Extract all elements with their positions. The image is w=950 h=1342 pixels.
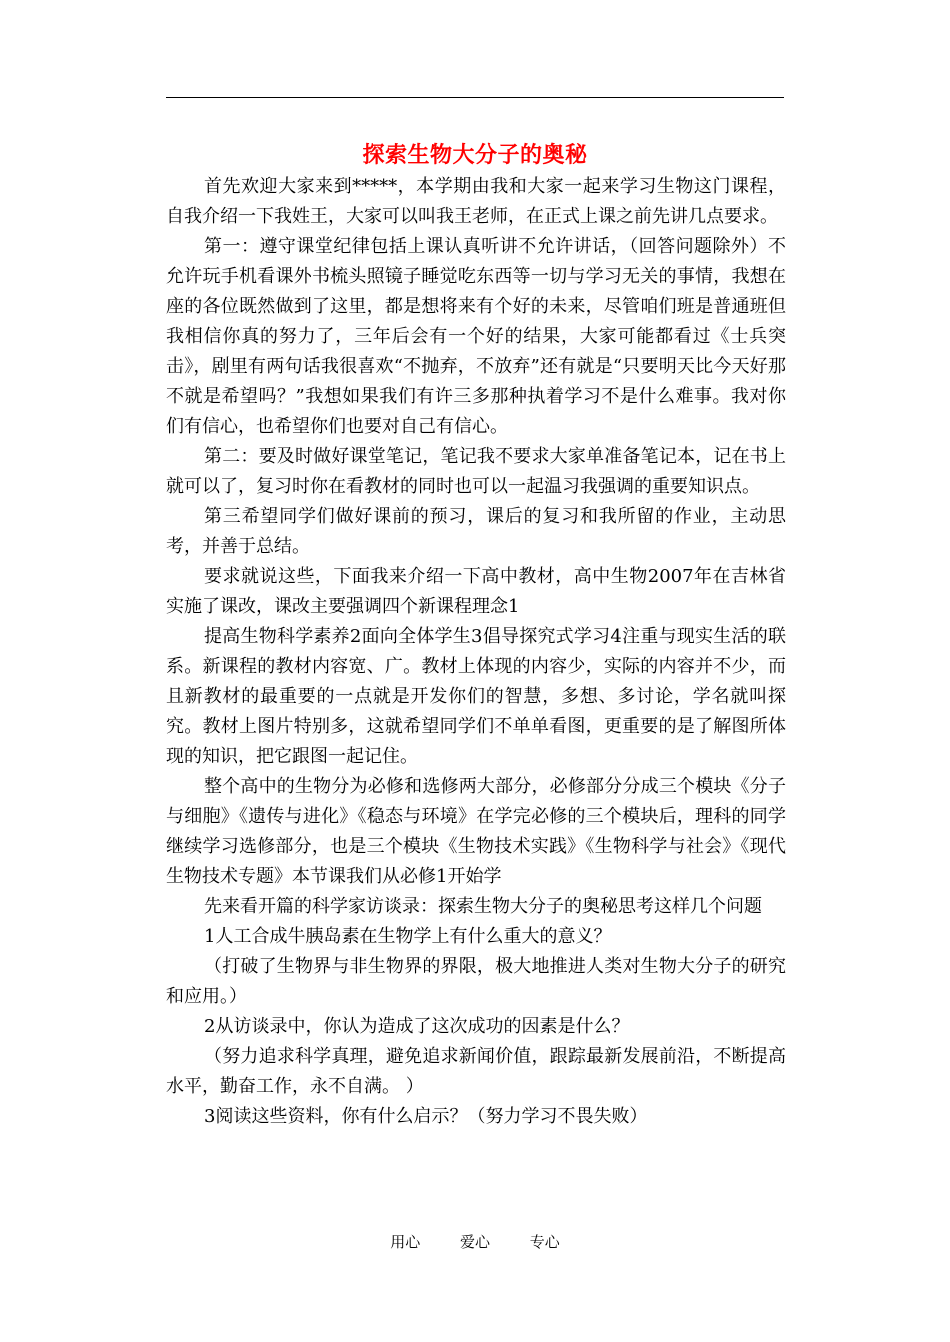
- paragraph-interview-intro: 先来看开篇的科学家访谈录：探索生物大分子的奥秘思考这样几个问题: [204, 896, 762, 917]
- header-rule: [166, 97, 784, 98]
- page-footer: 用心 爱心 专心: [390, 1233, 560, 1251]
- question-3: 3阅读这些资料，你有什么启示？（努力学习不畏失败）: [204, 1106, 648, 1127]
- paragraph-textbook-intro: 要求就说这些，下面我来介绍一下高中教材，高中生物2007年在吉林省实施了课改，课改主要强调四个新课程理念1: [166, 566, 786, 617]
- answer-1: （打破了生物界与非生物界的界限，极大地推进人类对生物大分子的研究和应用。）: [166, 956, 786, 1007]
- document-body: [166, 172, 786, 1132]
- paragraph-intro: 首先欢迎大家来到*****，本学期由我和大家一起来学习生物这门课程，自我介绍一下我姓王，大家可以叫我王老师，在正式上课之前先讲几点要求。: [166, 176, 786, 227]
- paragraph-rule-3: 第三希望同学们做好课前的预习，课后的复习和我所留的作业，主动思考，并善于总结。: [166, 506, 786, 557]
- answer-2: （努力追求科学真理，避免追求新闻价值，跟踪最新发展前沿，不断提高水平，勤奋工作，永不自满。 ）: [166, 1046, 786, 1097]
- paragraph-modules: 整个高中的生物分为必修和选修两大部分，必修部分分成三个模块《分子与细胞》《遗传与进化》《稳态与环境》在学完必修的三个模块后，理科的同学继续学习选修部分，也是三个模块《生物技术实践》《生物科学与社会》《现代生物技术专题》本节课我们从必修1开始学: [166, 776, 786, 887]
- question-1: 1人工合成牛胰岛素在生物学上有什么重大的意义？: [204, 926, 612, 947]
- question-2: 2从访谈录中，你认为造成了这次成功的因素是什么？: [204, 1016, 630, 1037]
- paragraph-rule-1: 第一：遵守课堂纪律包括上课认真听讲不允许讲话，（回答问题除外）不允许玩手机看课外书梳头照镜子睡觉吃东西等一切与学习无关的事情，我想在座的各位既然做到了这里，都是想将来有个好的未来，尽管咱们班是普通班但我相信你真的努力了，三年后会有一个好的结果，大家可能都看过《士兵突击》，剧里有两句话我很喜欢“不抛弃，不放弃”还有就是“只要明天比今天好那不就是希望吗？”我想如果我们有许三多那种执着学习不是什么难事。我对你们有信心，也希望你们也要对自己有信心。: [166, 236, 786, 437]
- document-title: 探索生物大分子的奥秘: [362, 142, 588, 168]
- paragraph-rule-2: 第二：要及时做好课堂笔记，笔记我不要求大家单准备笔记本，记在书上就可以了，复习时你在看教材的同时也可以一起温习我强调的重要知识点。: [166, 446, 786, 497]
- paragraph-curriculum-ideas: 提高生物科学素养2面向全体学生3倡导探究式学习4注重与现实生活的联系。新课程的教材内容宽、广。教材上体现的内容少，实际的内容并不少，而且新教材的最重要的一点就是开发你们的智慧，多想、多讨论，学名就叫探究。教材上图片特别多，这就希望同学们不单单看图，更重要的是了解图所体现的知识，把它跟图一起记住。: [166, 626, 786, 767]
